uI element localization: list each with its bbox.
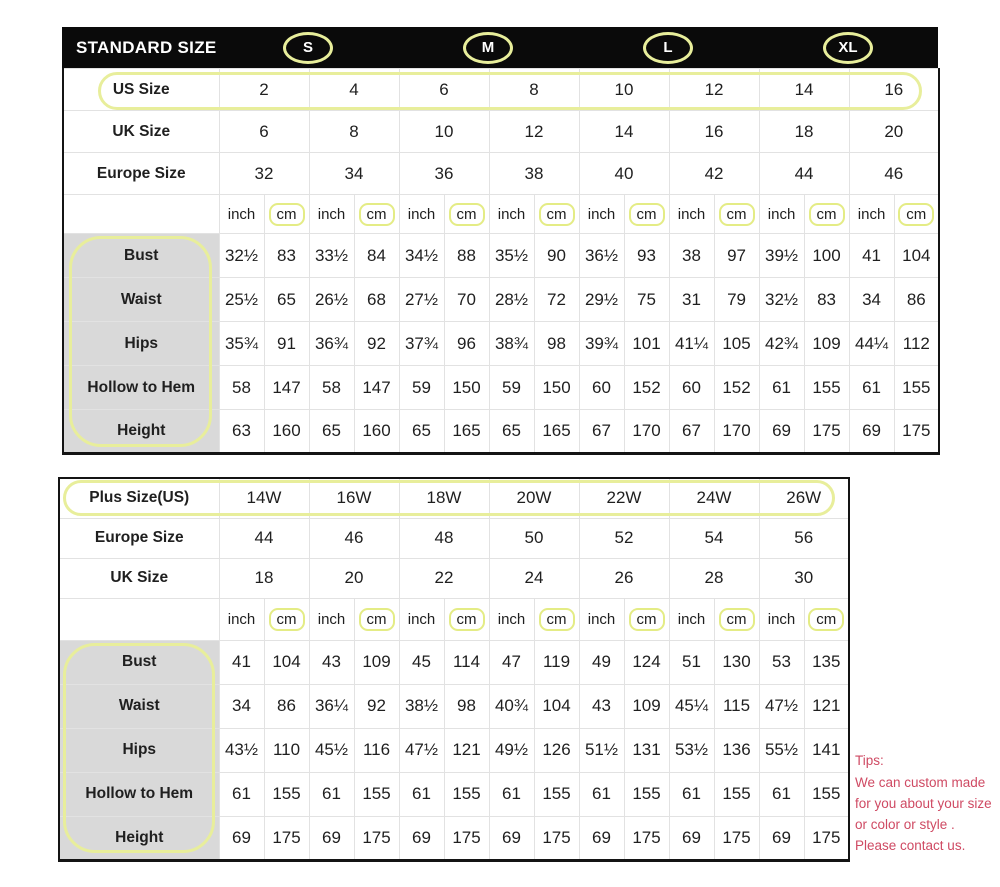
unit-cell [264, 195, 309, 234]
table-cell: 175 [264, 816, 309, 860]
table-cell: 72 [534, 278, 579, 322]
table-cell: 69 [759, 816, 804, 860]
cm-highlight-box: cm [269, 608, 305, 631]
table-cell: 26½ [309, 278, 354, 322]
table-cell: 46 [309, 518, 399, 558]
table-cell: 38 [669, 234, 714, 278]
table-cell: 22W [579, 478, 669, 518]
table-cell: 43 [309, 640, 354, 684]
table-cell: 155 [804, 772, 849, 816]
unit-cell [624, 598, 669, 640]
table-cell: 119 [534, 640, 579, 684]
table-cell: 60 [579, 366, 624, 410]
cm-highlight-box: cm [808, 608, 844, 631]
table-cell: 10 [579, 69, 669, 111]
table-cell: 175 [894, 410, 939, 454]
table-cell: 175 [804, 410, 849, 454]
row-label: Height [59, 816, 219, 860]
cm-highlight-box: cm [359, 203, 395, 226]
table-cell: 51½ [579, 728, 624, 772]
cm-highlight-box: cm [359, 608, 395, 631]
table-cell: 160 [354, 410, 399, 454]
table-cell: 175 [354, 816, 399, 860]
table-cell: 48 [399, 518, 489, 558]
table-cell: 86 [264, 684, 309, 728]
row-label [59, 598, 219, 640]
table-cell: 28½ [489, 278, 534, 322]
row-label: Waist [63, 278, 219, 322]
table-cell: 147 [354, 366, 399, 410]
table-cell: 8 [309, 111, 399, 153]
table-cell: 155 [624, 772, 669, 816]
measurement-row [59, 816, 849, 860]
unit-cell [264, 598, 309, 640]
table-cell: 35½ [489, 234, 534, 278]
table-cell: 20 [849, 111, 939, 153]
table-cell: 35¾ [219, 322, 264, 366]
row-label: UK Size [63, 111, 219, 153]
table-cell: 12 [489, 111, 579, 153]
table-cell: 109 [624, 684, 669, 728]
table-cell: 47 [489, 640, 534, 684]
table-cell: 42¾ [759, 322, 804, 366]
unit-cell [624, 195, 669, 234]
table-cell: 175 [624, 816, 669, 860]
table-cell: 40 [579, 153, 669, 195]
table-cell: 150 [534, 366, 579, 410]
table-cell: 104 [894, 234, 939, 278]
row-label: Bust [63, 234, 219, 278]
table-cell: 175 [804, 816, 849, 860]
table-cell: 126 [534, 728, 579, 772]
table-cell: 100 [804, 234, 849, 278]
unit-cell [444, 598, 489, 640]
table-cell: 68 [354, 278, 399, 322]
table-cell: 45 [399, 640, 444, 684]
standard-size-table [62, 27, 938, 455]
size-group-s [218, 32, 398, 64]
unit-cell [804, 195, 849, 234]
table-cell: 24W [669, 478, 759, 518]
table-cell: 69 [579, 816, 624, 860]
unit-header-row [59, 598, 849, 640]
table-cell: 44 [759, 153, 849, 195]
table-cell: 32 [219, 153, 309, 195]
table-cell: 39½ [759, 234, 804, 278]
unit-cell: inch [759, 195, 804, 234]
table-cell: 141 [804, 728, 849, 772]
table-cell: 22 [399, 558, 489, 598]
table-cell: 105 [714, 322, 759, 366]
unit-cell: inch [489, 195, 534, 234]
unit-cell: inch [489, 598, 534, 640]
table-cell: 27½ [399, 278, 444, 322]
table-cell: 121 [804, 684, 849, 728]
table-cell: 2 [219, 69, 309, 111]
table-cell: 43 [579, 684, 624, 728]
table-cell: 41¼ [669, 322, 714, 366]
unit-cell [354, 598, 399, 640]
table-cell: 61 [759, 772, 804, 816]
table-cell: 92 [354, 684, 399, 728]
cm-highlight-box: cm [629, 203, 665, 226]
standard-size-header-bar [62, 27, 938, 68]
measurement-row [59, 684, 849, 728]
table-cell: 58 [309, 366, 354, 410]
table-cell: 70 [444, 278, 489, 322]
table-cell: 47½ [759, 684, 804, 728]
table-cell: 53½ [669, 728, 714, 772]
table-cell: 44 [219, 518, 309, 558]
unit-cell [354, 195, 399, 234]
table-cell: 53 [759, 640, 804, 684]
size-conversion-row [63, 111, 939, 153]
table-cell: 152 [714, 366, 759, 410]
table-cell: 150 [444, 366, 489, 410]
table-cell: 69 [489, 816, 534, 860]
row-label: Hips [63, 322, 219, 366]
table-cell: 49½ [489, 728, 534, 772]
unit-cell [804, 598, 849, 640]
cm-highlight-box: cm [539, 203, 575, 226]
table-cell: 91 [264, 322, 309, 366]
tips-lines [855, 772, 992, 856]
table-cell: 112 [894, 322, 939, 366]
table-cell: 52 [579, 518, 669, 558]
table-cell: 41 [849, 234, 894, 278]
table-cell: 170 [714, 410, 759, 454]
table-cell: 14W [219, 478, 309, 518]
table-cell: 36¼ [309, 684, 354, 728]
cm-highlight-box: cm [898, 203, 934, 226]
table-cell: 36½ [579, 234, 624, 278]
unit-cell: inch [759, 598, 804, 640]
tips-line: Please contact us. [855, 838, 966, 853]
unit-cell [894, 195, 939, 234]
size-group-m [398, 32, 578, 64]
tips-line: or color or style . [855, 817, 955, 832]
table-cell: 14 [579, 111, 669, 153]
row-label: Bust [59, 640, 219, 684]
table-cell: 121 [444, 728, 489, 772]
table-cell: 18 [759, 111, 849, 153]
size-conversion-row [59, 518, 849, 558]
table-cell: 69 [849, 410, 894, 454]
table-cell: 155 [534, 772, 579, 816]
table-cell: 26W [759, 478, 849, 518]
table-cell: 114 [444, 640, 489, 684]
table-cell: 61 [759, 366, 804, 410]
table-cell: 97 [714, 234, 759, 278]
size-conversion-row [63, 153, 939, 195]
tips-note [855, 750, 992, 856]
row-label: Hollow to Hem [63, 366, 219, 410]
table-cell: 33½ [309, 234, 354, 278]
table-cell: 16 [849, 69, 939, 111]
table-cell: 16W [309, 478, 399, 518]
cm-highlight-box: cm [449, 203, 485, 226]
size-circle-s-icon: S [283, 32, 333, 64]
cm-highlight-box: cm [719, 203, 755, 226]
measurement-row [63, 322, 939, 366]
table-cell: 41 [219, 640, 264, 684]
table-cell: 20W [489, 478, 579, 518]
table-cell: 130 [714, 640, 759, 684]
table-cell: 12 [669, 69, 759, 111]
table-cell: 24 [489, 558, 579, 598]
table-cell: 165 [534, 410, 579, 454]
size-group-xl [758, 32, 938, 64]
table-cell: 155 [714, 772, 759, 816]
table-cell: 49 [579, 640, 624, 684]
unit-header-row [63, 195, 939, 234]
unit-cell: inch [579, 195, 624, 234]
cm-highlight-box: cm [539, 608, 575, 631]
table-cell: 65 [399, 410, 444, 454]
row-label: Height [63, 410, 219, 454]
table-cell: 61 [669, 772, 714, 816]
table-cell: 34 [309, 153, 399, 195]
table-cell: 69 [399, 816, 444, 860]
table-cell: 160 [264, 410, 309, 454]
table-cell: 61 [219, 772, 264, 816]
table-cell: 18W [399, 478, 489, 518]
table-cell: 155 [804, 366, 849, 410]
unit-cell [714, 195, 759, 234]
row-label [63, 195, 219, 234]
table-cell: 101 [624, 322, 669, 366]
table-cell: 46 [849, 153, 939, 195]
table-cell: 55½ [759, 728, 804, 772]
table-cell: 104 [534, 684, 579, 728]
cm-highlight-box: cm [629, 608, 665, 631]
table-cell: 60 [669, 366, 714, 410]
table-cell: 98 [534, 322, 579, 366]
table-cell: 69 [759, 410, 804, 454]
unit-cell [444, 195, 489, 234]
table-cell: 124 [624, 640, 669, 684]
table-cell: 42 [669, 153, 759, 195]
table-cell: 90 [534, 234, 579, 278]
size-conversion-row [59, 478, 849, 518]
table-cell: 83 [264, 234, 309, 278]
tips-title: Tips: [855, 753, 884, 768]
table-cell: 65 [309, 410, 354, 454]
size-group-l [578, 32, 758, 64]
table-cell: 83 [804, 278, 849, 322]
table-cell: 32½ [219, 234, 264, 278]
table-cell: 155 [264, 772, 309, 816]
table-cell: 155 [354, 772, 399, 816]
size-conversion-row [63, 69, 939, 111]
table-cell: 39¾ [579, 322, 624, 366]
plus-size-grid [58, 477, 850, 862]
table-cell: 34½ [399, 234, 444, 278]
table-cell: 31 [669, 278, 714, 322]
measurement-row [63, 410, 939, 454]
unit-cell: inch [219, 195, 264, 234]
table-cell: 32½ [759, 278, 804, 322]
table-cell: 61 [309, 772, 354, 816]
table-cell: 110 [264, 728, 309, 772]
unit-cell: inch [849, 195, 894, 234]
table-cell: 45½ [309, 728, 354, 772]
cm-highlight-box: cm [809, 203, 845, 226]
table-cell: 50 [489, 518, 579, 558]
tips-line: We can custom made [855, 775, 986, 790]
row-label: Hollow to Hem [59, 772, 219, 816]
unit-cell: inch [669, 195, 714, 234]
table-cell: 61 [579, 772, 624, 816]
table-cell: 37¾ [399, 322, 444, 366]
size-conversion-row [59, 558, 849, 598]
table-cell: 147 [264, 366, 309, 410]
table-cell: 92 [354, 322, 399, 366]
table-cell: 4 [309, 69, 399, 111]
table-cell: 28 [669, 558, 759, 598]
tips-line: for you about your size [855, 796, 992, 811]
table-cell: 44¼ [849, 322, 894, 366]
unit-cell: inch [309, 195, 354, 234]
table-cell: 175 [444, 816, 489, 860]
table-cell: 47½ [399, 728, 444, 772]
table-cell: 6 [399, 69, 489, 111]
table-cell: 43½ [219, 728, 264, 772]
table-cell: 170 [624, 410, 669, 454]
table-cell: 25½ [219, 278, 264, 322]
table-cell: 59 [489, 366, 534, 410]
row-label: Europe Size [59, 518, 219, 558]
table-cell: 109 [354, 640, 399, 684]
table-cell: 65 [264, 278, 309, 322]
table-cell: 69 [219, 816, 264, 860]
unit-cell [714, 598, 759, 640]
table-cell: 40¾ [489, 684, 534, 728]
unit-cell: inch [399, 598, 444, 640]
table-cell: 165 [444, 410, 489, 454]
table-cell: 38 [489, 153, 579, 195]
row-label: Hips [59, 728, 219, 772]
table-cell: 45¼ [669, 684, 714, 728]
table-cell: 38½ [399, 684, 444, 728]
measurement-row [63, 366, 939, 410]
size-circle-l-icon: L [643, 32, 693, 64]
table-cell: 84 [354, 234, 399, 278]
table-cell: 67 [669, 410, 714, 454]
table-cell: 18 [219, 558, 309, 598]
table-cell: 155 [894, 366, 939, 410]
size-circle-xl-icon: XL [823, 32, 873, 64]
row-label: Plus Size(US) [59, 478, 219, 518]
table-cell: 93 [624, 234, 669, 278]
unit-cell [534, 598, 579, 640]
table-cell: 10 [399, 111, 489, 153]
unit-cell: inch [219, 598, 264, 640]
row-label: US Size [63, 69, 219, 111]
table-cell: 115 [714, 684, 759, 728]
standard-size-title: STANDARD SIZE [76, 37, 217, 57]
row-label: Waist [59, 684, 219, 728]
unit-cell [534, 195, 579, 234]
cm-highlight-box: cm [449, 608, 485, 631]
table-cell: 20 [309, 558, 399, 598]
table-cell: 69 [669, 816, 714, 860]
table-cell: 16 [669, 111, 759, 153]
unit-cell: inch [309, 598, 354, 640]
cm-highlight-box: cm [269, 203, 305, 226]
table-cell: 63 [219, 410, 264, 454]
measurement-row [59, 640, 849, 684]
size-circle-m-icon: M [463, 32, 513, 64]
table-cell: 38¾ [489, 322, 534, 366]
unit-cell: inch [579, 598, 624, 640]
row-label: UK Size [59, 558, 219, 598]
standard-size-grid [62, 68, 940, 455]
measurement-row [63, 234, 939, 278]
measurement-row [59, 772, 849, 816]
table-cell: 51 [669, 640, 714, 684]
table-cell: 98 [444, 684, 489, 728]
table-cell: 79 [714, 278, 759, 322]
table-cell: 69 [309, 816, 354, 860]
table-cell: 26 [579, 558, 669, 598]
table-cell: 61 [849, 366, 894, 410]
table-cell: 8 [489, 69, 579, 111]
table-cell: 86 [894, 278, 939, 322]
row-label: Europe Size [63, 153, 219, 195]
table-cell: 88 [444, 234, 489, 278]
table-cell: 136 [714, 728, 759, 772]
table-cell: 175 [534, 816, 579, 860]
table-cell: 131 [624, 728, 669, 772]
table-cell: 36¾ [309, 322, 354, 366]
measurement-row [59, 728, 849, 772]
table-cell: 152 [624, 366, 669, 410]
table-cell: 56 [759, 518, 849, 558]
table-cell: 96 [444, 322, 489, 366]
table-cell: 67 [579, 410, 624, 454]
unit-cell: inch [399, 195, 444, 234]
table-cell: 65 [489, 410, 534, 454]
table-cell: 29½ [579, 278, 624, 322]
table-cell: 59 [399, 366, 444, 410]
table-cell: 34 [849, 278, 894, 322]
table-cell: 109 [804, 322, 849, 366]
plus-size-table [58, 477, 850, 862]
table-cell: 58 [219, 366, 264, 410]
table-cell: 14 [759, 69, 849, 111]
table-cell: 116 [354, 728, 399, 772]
table-cell: 61 [399, 772, 444, 816]
table-cell: 54 [669, 518, 759, 558]
table-cell: 175 [714, 816, 759, 860]
table-cell: 30 [759, 558, 849, 598]
table-cell: 155 [444, 772, 489, 816]
table-cell: 34 [219, 684, 264, 728]
table-cell: 104 [264, 640, 309, 684]
table-cell: 36 [399, 153, 489, 195]
table-cell: 6 [219, 111, 309, 153]
cm-highlight-box: cm [719, 608, 755, 631]
table-cell: 61 [489, 772, 534, 816]
unit-cell: inch [669, 598, 714, 640]
table-cell: 75 [624, 278, 669, 322]
table-cell: 135 [804, 640, 849, 684]
measurement-row [63, 278, 939, 322]
